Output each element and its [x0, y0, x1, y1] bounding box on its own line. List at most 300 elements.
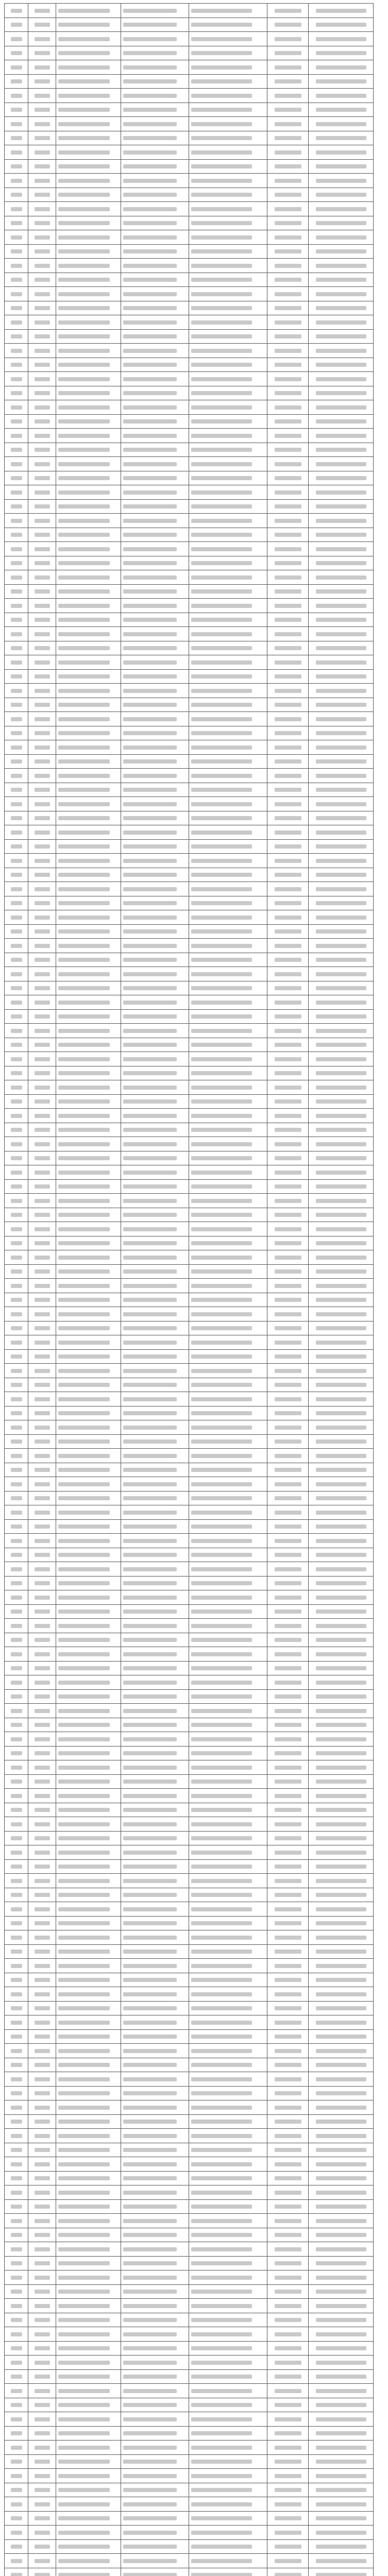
table-cell	[5, 74, 28, 89]
table-cell	[189, 2044, 267, 2058]
unreadable-text-placeholder	[316, 1086, 366, 1090]
table-cell	[267, 1236, 309, 1250]
unreadable-text-placeholder	[191, 1681, 252, 1685]
unreadable-text-placeholder	[275, 632, 301, 636]
unreadable-text-placeholder	[123, 1071, 177, 1075]
table-cell	[28, 584, 56, 599]
unreadable-text-placeholder	[275, 731, 301, 735]
table-cell	[267, 641, 309, 655]
table-cell	[56, 2157, 121, 2172]
table-row	[5, 188, 374, 202]
unreadable-text-placeholder	[191, 2091, 252, 2095]
table-cell	[309, 2412, 374, 2427]
unreadable-text-placeholder	[58, 2219, 110, 2223]
table-row	[5, 1789, 374, 1803]
table-cell	[267, 1094, 309, 1109]
unreadable-text-placeholder	[11, 1227, 22, 1231]
unreadable-text-placeholder	[35, 873, 50, 877]
unreadable-text-placeholder	[316, 2446, 366, 2450]
table-row	[5, 797, 374, 811]
table-cell	[56, 825, 121, 840]
table-cell	[309, 2242, 374, 2257]
unreadable-text-placeholder	[58, 434, 110, 438]
table-cell	[309, 1959, 374, 1973]
unreadable-text-placeholder	[58, 1638, 110, 1642]
unreadable-text-placeholder	[58, 887, 110, 891]
unreadable-text-placeholder	[275, 2162, 301, 2166]
unreadable-text-placeholder	[11, 207, 22, 211]
table-cell	[28, 2554, 56, 2568]
unreadable-text-placeholder	[58, 1893, 110, 1897]
table-cell	[121, 655, 189, 670]
table-cell	[121, 712, 189, 726]
unreadable-text-placeholder	[11, 646, 22, 650]
table-row	[5, 570, 374, 585]
unreadable-text-placeholder	[58, 703, 110, 707]
unreadable-text-placeholder	[11, 1241, 22, 1245]
unreadable-text-placeholder	[275, 873, 301, 877]
unreadable-text-placeholder	[123, 589, 177, 594]
table-row	[5, 1633, 374, 1647]
table-cell	[121, 60, 189, 75]
unreadable-text-placeholder	[191, 1383, 252, 1387]
table-cell	[267, 896, 309, 910]
table-cell	[28, 117, 56, 131]
unreadable-text-placeholder	[35, 419, 50, 423]
unreadable-text-placeholder	[123, 1496, 177, 1500]
unreadable-text-placeholder	[58, 1156, 110, 1160]
unreadable-text-placeholder	[191, 122, 252, 126]
table-cell	[309, 627, 374, 641]
unreadable-text-placeholder	[316, 1001, 366, 1005]
table-cell	[309, 1689, 374, 1704]
unreadable-text-placeholder	[275, 1681, 301, 1685]
unreadable-text-placeholder	[191, 1439, 252, 1444]
table-cell	[56, 1789, 121, 1803]
table-cell	[28, 1307, 56, 1321]
table-cell	[5, 896, 28, 910]
unreadable-text-placeholder	[123, 1524, 177, 1529]
table-cell	[56, 797, 121, 811]
table-cell	[56, 1194, 121, 1208]
table-row	[5, 202, 374, 216]
unreadable-text-placeholder	[35, 1369, 50, 1373]
unreadable-text-placeholder	[316, 2091, 366, 2095]
table-cell	[56, 684, 121, 698]
table-cell	[5, 188, 28, 202]
unreadable-text-placeholder	[11, 306, 22, 310]
unreadable-text-placeholder	[275, 703, 301, 707]
table-cell	[28, 2072, 56, 2087]
unreadable-text-placeholder	[275, 1694, 301, 1699]
unreadable-text-placeholder	[11, 1156, 22, 1160]
unreadable-text-placeholder	[191, 2205, 252, 2209]
unreadable-text-placeholder	[316, 1609, 366, 1614]
table-cell	[28, 1944, 56, 1959]
table-cell	[121, 613, 189, 627]
table-cell	[309, 1434, 374, 1449]
unreadable-text-placeholder	[35, 2559, 50, 2563]
unreadable-text-placeholder	[123, 2176, 177, 2180]
unreadable-text-placeholder	[58, 916, 110, 920]
table-cell	[56, 1335, 121, 1350]
unreadable-text-placeholder	[58, 1992, 110, 1996]
table-cell	[189, 2369, 267, 2384]
table-cell	[189, 2299, 267, 2313]
unreadable-text-placeholder	[11, 1553, 22, 1557]
unreadable-text-placeholder	[58, 731, 110, 735]
table-cell	[56, 1038, 121, 1052]
table-cell	[309, 1987, 374, 2002]
table-cell	[189, 1732, 267, 1747]
table-row	[5, 2199, 374, 2214]
unreadable-text-placeholder	[11, 1184, 22, 1189]
table-cell	[5, 2327, 28, 2342]
unreadable-text-placeholder	[35, 1199, 50, 1203]
table-cell	[5, 1236, 28, 1250]
table-cell	[28, 811, 56, 825]
unreadable-text-placeholder	[275, 887, 301, 891]
table-cell	[28, 60, 56, 75]
unreadable-text-placeholder	[191, 1199, 252, 1203]
unreadable-text-placeholder	[123, 604, 177, 608]
table-cell	[28, 1619, 56, 1633]
unreadable-text-placeholder	[191, 575, 252, 580]
unreadable-text-placeholder	[275, 2389, 301, 2393]
unreadable-text-placeholder	[58, 1468, 110, 1472]
table-cell	[28, 542, 56, 556]
unreadable-text-placeholder	[35, 2375, 50, 2379]
table-row	[5, 825, 374, 840]
table-cell	[56, 259, 121, 273]
table-row	[5, 2284, 374, 2299]
unreadable-text-placeholder	[316, 462, 366, 466]
table-cell	[5, 1874, 28, 1888]
table-row	[5, 74, 374, 89]
table-cell	[189, 273, 267, 287]
table-cell	[267, 159, 309, 174]
unreadable-text-placeholder	[191, 334, 252, 338]
table-cell	[121, 2214, 189, 2228]
unreadable-text-placeholder	[35, 1524, 50, 1529]
table-cell	[309, 2369, 374, 2384]
unreadable-text-placeholder	[316, 377, 366, 381]
unreadable-text-placeholder	[11, 1836, 22, 1840]
table-cell	[28, 570, 56, 585]
unreadable-text-placeholder	[191, 703, 252, 707]
unreadable-text-placeholder	[275, 1524, 301, 1529]
unreadable-text-placeholder	[11, 618, 22, 622]
unreadable-text-placeholder	[35, 1964, 50, 1968]
table-cell	[121, 4, 189, 18]
table-cell	[5, 981, 28, 995]
table-row	[5, 2369, 374, 2384]
unreadable-text-placeholder	[275, 788, 301, 792]
table-row	[5, 2114, 374, 2129]
unreadable-text-placeholder	[11, 717, 22, 721]
table-cell	[121, 2072, 189, 2087]
unreadable-text-placeholder	[35, 1553, 50, 1557]
unreadable-text-placeholder	[11, 1071, 22, 1075]
unreadable-text-placeholder	[58, 1652, 110, 1656]
table-cell	[309, 1038, 374, 1052]
table-cell	[28, 1236, 56, 1250]
unreadable-text-placeholder	[316, 2375, 366, 2379]
table-cell	[5, 386, 28, 400]
table-cell	[5, 1704, 28, 1718]
unreadable-text-placeholder	[35, 547, 50, 551]
unreadable-text-placeholder	[35, 2219, 50, 2223]
table-cell	[28, 2568, 56, 2576]
table-row	[5, 174, 374, 188]
unreadable-text-placeholder	[316, 1128, 366, 1132]
unreadable-text-placeholder	[123, 419, 177, 423]
unreadable-text-placeholder	[275, 1411, 301, 1415]
unreadable-text-placeholder	[191, 1851, 252, 1855]
table-cell	[56, 769, 121, 783]
unreadable-text-placeholder	[58, 2247, 110, 2251]
table-cell	[309, 1349, 374, 1364]
unreadable-text-placeholder	[123, 278, 177, 282]
table-cell	[28, 1803, 56, 1817]
unreadable-text-placeholder	[316, 533, 366, 537]
unreadable-text-placeholder	[35, 774, 50, 778]
unreadable-text-placeholder	[191, 434, 252, 438]
unreadable-text-placeholder	[123, 929, 177, 934]
unreadable-text-placeholder	[316, 2021, 366, 2025]
unreadable-text-placeholder	[123, 1766, 177, 1770]
unreadable-text-placeholder	[35, 1142, 50, 1146]
table-cell	[309, 2497, 374, 2512]
table-cell	[121, 514, 189, 528]
unreadable-text-placeholder	[35, 2403, 50, 2407]
table-cell	[309, 1746, 374, 1760]
table-cell	[56, 655, 121, 670]
table-cell	[121, 1378, 189, 1392]
unreadable-text-placeholder	[123, 831, 177, 835]
table-cell	[5, 514, 28, 528]
unreadable-text-placeholder	[58, 235, 110, 240]
table-cell	[56, 1137, 121, 1151]
unreadable-text-placeholder	[35, 2276, 50, 2280]
table-cell	[28, 995, 56, 1010]
unreadable-text-placeholder	[275, 547, 301, 551]
unreadable-text-placeholder	[275, 504, 301, 509]
table-cell	[189, 1406, 267, 1420]
table-row	[5, 2497, 374, 2512]
table-cell	[28, 1293, 56, 1307]
unreadable-text-placeholder	[58, 1071, 110, 1075]
unreadable-text-placeholder	[191, 278, 252, 282]
table-cell	[189, 896, 267, 910]
unreadable-text-placeholder	[191, 1043, 252, 1047]
unreadable-text-placeholder	[316, 207, 366, 211]
unreadable-text-placeholder	[58, 1454, 110, 1458]
table-cell	[267, 1080, 309, 1095]
table-cell	[28, 1392, 56, 1406]
unreadable-text-placeholder	[58, 2063, 110, 2067]
table-row	[5, 1803, 374, 1817]
unreadable-text-placeholder	[58, 2474, 110, 2478]
table-row	[5, 1562, 374, 1577]
table-cell	[309, 1519, 374, 1534]
unreadable-text-placeholder	[191, 1879, 252, 1883]
table-row	[5, 499, 374, 514]
table-cell	[56, 1321, 121, 1335]
table-cell	[56, 2299, 121, 2313]
unreadable-text-placeholder	[191, 1907, 252, 1911]
unreadable-text-placeholder	[11, 1652, 22, 1656]
unreadable-text-placeholder	[11, 2559, 22, 2563]
table-cell	[28, 188, 56, 202]
table-cell	[5, 1916, 28, 1930]
table-cell	[56, 1647, 121, 1662]
unreadable-text-placeholder	[35, 122, 50, 126]
unreadable-text-placeholder	[58, 2191, 110, 2195]
table-cell	[309, 1789, 374, 1803]
table-cell	[309, 1548, 374, 1562]
unreadable-text-placeholder	[316, 108, 366, 112]
unreadable-text-placeholder	[191, 23, 252, 27]
table-row	[5, 145, 374, 160]
unreadable-text-placeholder	[123, 1199, 177, 1203]
table-cell	[28, 2384, 56, 2398]
table-cell	[5, 1151, 28, 1165]
unreadable-text-placeholder	[58, 2134, 110, 2138]
unreadable-text-placeholder	[123, 1256, 177, 1260]
unreadable-text-placeholder	[191, 1921, 252, 1925]
unreadable-text-placeholder	[275, 1609, 301, 1614]
table-cell	[56, 1633, 121, 1647]
table-cell	[309, 754, 374, 769]
unreadable-text-placeholder	[275, 1794, 301, 1798]
unreadable-text-placeholder	[123, 816, 177, 820]
table-cell	[56, 188, 121, 202]
unreadable-text-placeholder	[123, 1737, 177, 1741]
unreadable-text-placeholder	[58, 1086, 110, 1090]
table-cell	[56, 117, 121, 131]
unreadable-text-placeholder	[11, 1142, 22, 1146]
table-cell	[121, 1902, 189, 1917]
unreadable-text-placeholder	[11, 122, 22, 126]
unreadable-text-placeholder	[35, 79, 50, 83]
unreadable-text-placeholder	[11, 745, 22, 750]
unreadable-text-placeholder	[191, 1086, 252, 1090]
table-cell	[121, 1250, 189, 1265]
unreadable-text-placeholder	[191, 1341, 252, 1345]
unreadable-text-placeholder	[316, 1114, 366, 1118]
unreadable-text-placeholder	[191, 1001, 252, 1005]
table-cell	[5, 103, 28, 117]
table-cell	[309, 2313, 374, 2327]
table-cell	[5, 698, 28, 712]
unreadable-text-placeholder	[58, 1043, 110, 1047]
table-cell	[28, 2242, 56, 2257]
unreadable-text-placeholder	[35, 2176, 50, 2180]
table-cell	[56, 1080, 121, 1095]
table-cell	[5, 131, 28, 145]
unreadable-text-placeholder	[35, 561, 50, 565]
unreadable-text-placeholder	[11, 1426, 22, 1430]
table-cell	[267, 2072, 309, 2087]
table-cell	[28, 74, 56, 89]
unreadable-text-placeholder	[123, 9, 177, 13]
unreadable-text-placeholder	[11, 490, 22, 495]
unreadable-text-placeholder	[123, 2531, 177, 2535]
table-cell	[267, 1179, 309, 1194]
unreadable-text-placeholder	[316, 2162, 366, 2166]
table-cell	[28, 1859, 56, 1874]
table-cell	[189, 910, 267, 925]
unreadable-text-placeholder	[191, 689, 252, 693]
table-body	[5, 4, 374, 2576]
table-cell	[121, 1590, 189, 1605]
unreadable-text-placeholder	[11, 1723, 22, 1727]
table-cell	[5, 797, 28, 811]
unreadable-text-placeholder	[316, 561, 366, 565]
unreadable-text-placeholder	[316, 1524, 366, 1529]
unreadable-text-placeholder	[58, 278, 110, 282]
table-cell	[309, 2355, 374, 2370]
unreadable-text-placeholder	[35, 249, 50, 253]
table-cell	[309, 1916, 374, 1930]
table-cell	[5, 1633, 28, 1647]
table-cell	[56, 1392, 121, 1406]
unreadable-text-placeholder	[35, 802, 50, 806]
table-cell	[309, 2114, 374, 2129]
table-row	[5, 584, 374, 599]
unreadable-text-placeholder	[316, 2077, 366, 2081]
table-cell	[309, 1264, 374, 1279]
table-cell	[56, 344, 121, 358]
table-cell	[121, 485, 189, 500]
table-cell	[56, 400, 121, 415]
unreadable-text-placeholder	[191, 264, 252, 268]
table-cell	[5, 2568, 28, 2576]
table-cell	[56, 2441, 121, 2455]
unreadable-text-placeholder	[191, 1227, 252, 1231]
unreadable-text-placeholder	[35, 150, 50, 155]
unreadable-text-placeholder	[275, 1964, 301, 1968]
table-row	[5, 244, 374, 259]
table-row	[5, 1732, 374, 1747]
table-cell	[28, 2256, 56, 2270]
table-cell	[5, 2256, 28, 2270]
table-cell	[309, 457, 374, 471]
unreadable-text-placeholder	[58, 94, 110, 98]
table-cell	[56, 641, 121, 655]
table-cell	[56, 726, 121, 740]
table-cell	[309, 1463, 374, 1477]
table-cell	[121, 1675, 189, 1690]
unreadable-text-placeholder	[123, 575, 177, 580]
unreadable-text-placeholder	[35, 1114, 50, 1118]
table-cell	[56, 1491, 121, 1505]
unreadable-text-placeholder	[11, 1114, 22, 1118]
table-cell	[309, 584, 374, 599]
unreadable-text-placeholder	[11, 561, 22, 565]
unreadable-text-placeholder	[191, 1326, 252, 1330]
table-cell	[309, 1505, 374, 1520]
unreadable-text-placeholder	[123, 51, 177, 55]
table-cell	[56, 471, 121, 485]
table-row	[5, 896, 374, 910]
unreadable-text-placeholder	[191, 1256, 252, 1260]
table-cell	[267, 1066, 309, 1080]
table-cell	[56, 287, 121, 301]
unreadable-text-placeholder	[316, 2573, 366, 2576]
table-cell	[5, 953, 28, 967]
